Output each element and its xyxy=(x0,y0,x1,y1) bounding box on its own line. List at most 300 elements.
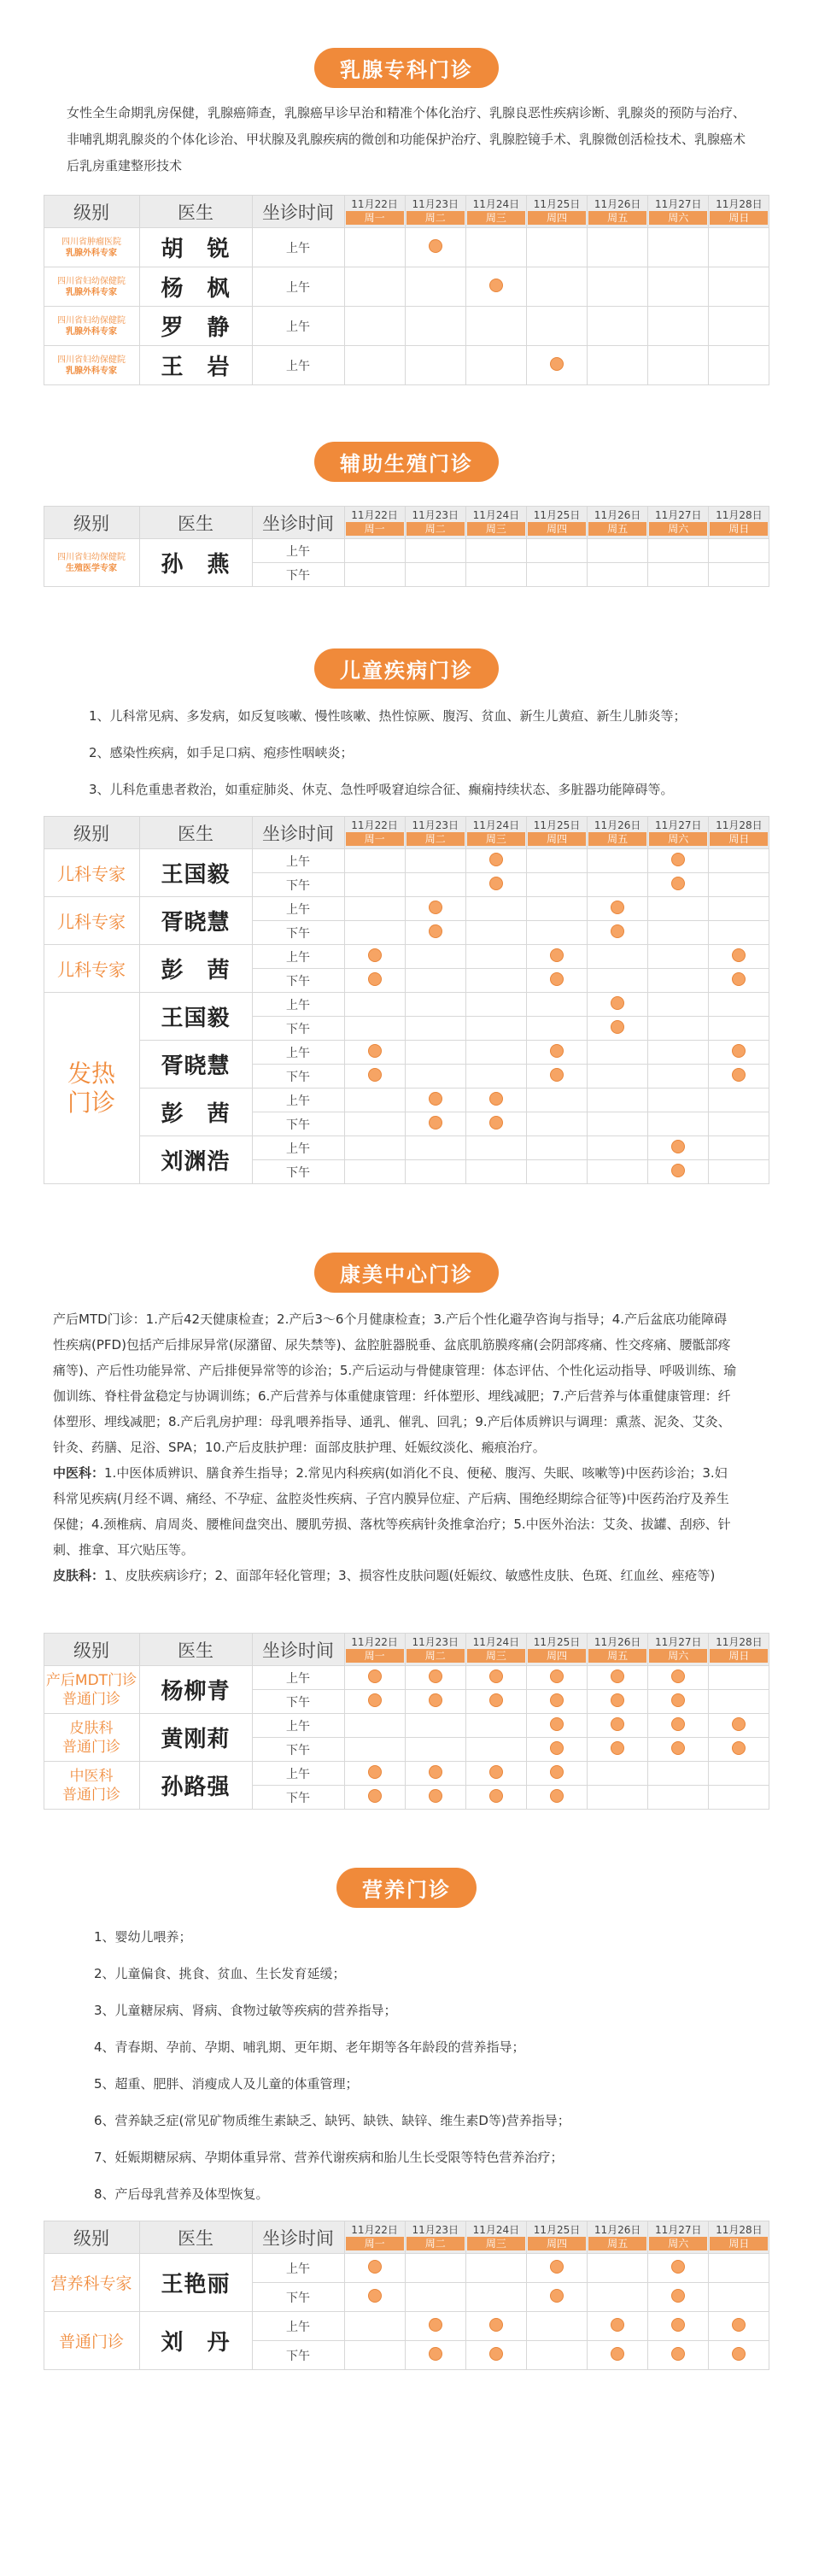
date-header xyxy=(344,2221,405,2254)
schedule-cell xyxy=(465,1041,526,1065)
time-slot: 上午 xyxy=(252,228,344,267)
level-line-1: 产后MDT门诊 xyxy=(45,1671,137,1689)
schedule-cell xyxy=(588,307,648,346)
schedule-cell xyxy=(526,1112,587,1136)
schedule-cell xyxy=(405,228,465,267)
level-line-1: 四川省妇幼保健院 xyxy=(57,552,126,562)
schedule-cell xyxy=(344,1136,405,1160)
available-dot xyxy=(489,877,503,890)
date-header xyxy=(344,507,405,539)
available-dot xyxy=(489,279,503,292)
weekday-label: 周六 xyxy=(649,522,707,536)
schedule-cell xyxy=(526,1041,587,1065)
time-slot: 下午 xyxy=(252,563,344,587)
weekday-label: 周日 xyxy=(710,211,768,225)
date-header xyxy=(465,2221,526,2254)
available-dot xyxy=(368,1789,382,1803)
available-dot xyxy=(671,2347,685,2361)
schedule-cell xyxy=(526,1160,587,1184)
schedule-cell xyxy=(526,897,587,921)
schedule-cell xyxy=(465,539,526,563)
schedule-cell xyxy=(405,993,465,1017)
date-header xyxy=(588,196,648,228)
weekday-label: 周日 xyxy=(710,2237,768,2250)
schedule-cell xyxy=(648,1112,709,1136)
date-header xyxy=(648,2221,709,2254)
schedule-cell xyxy=(526,945,587,969)
child-section-title: 儿童疾病门诊 xyxy=(314,648,499,689)
schedule-cell xyxy=(588,1136,648,1160)
schedule-cell xyxy=(648,1714,709,1738)
schedule-cell xyxy=(344,228,405,267)
schedule-cell xyxy=(588,539,648,563)
schedule-cell xyxy=(344,945,405,969)
table-row xyxy=(44,849,769,873)
date-label: 11月28日 xyxy=(716,2224,763,2236)
schedule-cell xyxy=(526,2312,587,2341)
available-dot xyxy=(611,1669,624,1683)
schedule-cell xyxy=(344,993,405,1017)
doctor-header: 医生 xyxy=(139,1634,252,1666)
available-dot xyxy=(368,1765,382,1779)
child-description xyxy=(0,706,813,800)
level-cell: 营养科专家 xyxy=(44,2254,139,2312)
schedule-cell xyxy=(648,228,709,267)
nutrition-item: 3、儿童糖尿病、肾病、食物过敏等疾病的营养指导； xyxy=(94,2003,397,2018)
available-dot xyxy=(550,2260,564,2274)
schedule-cell xyxy=(405,897,465,921)
schedule-cell xyxy=(405,969,465,993)
schedule-cell xyxy=(526,873,587,897)
time-slot: 下午 xyxy=(252,1017,344,1041)
kangmei-description xyxy=(0,1306,813,1588)
schedule-cell xyxy=(344,2312,405,2341)
doctor-name: 胡 锐 xyxy=(139,228,252,267)
available-dot xyxy=(368,1068,382,1082)
date-header xyxy=(709,1634,769,1666)
schedule-cell xyxy=(648,267,709,307)
schedule-cell xyxy=(405,1112,465,1136)
available-dot xyxy=(429,1092,442,1106)
schedule-cell xyxy=(588,873,648,897)
schedule-cell xyxy=(648,2341,709,2370)
schedule-cell xyxy=(648,563,709,587)
available-dot xyxy=(550,1789,564,1803)
weekday-label: 周一 xyxy=(346,2237,404,2250)
schedule-cell xyxy=(344,1690,405,1714)
schedule-cell xyxy=(465,849,526,873)
available-dot xyxy=(671,1693,685,1707)
schedule-cell xyxy=(405,873,465,897)
schedule-cell xyxy=(405,1136,465,1160)
table-row xyxy=(44,2254,769,2283)
date-label: 11月28日 xyxy=(716,819,763,831)
time-slot: 下午 xyxy=(252,1786,344,1810)
available-dot xyxy=(489,1789,503,1803)
schedule-cell xyxy=(709,2254,769,2283)
schedule-cell xyxy=(344,1738,405,1762)
repro-schedule-table xyxy=(44,506,770,587)
weekday-label: 周六 xyxy=(649,832,707,846)
weekday-label: 周三 xyxy=(467,2237,525,2250)
schedule-cell xyxy=(648,1666,709,1690)
available-dot xyxy=(368,972,382,986)
schedule-cell xyxy=(465,346,526,385)
schedule-cell xyxy=(465,1762,526,1786)
kangmei-derm-text: 1、皮肤疾病诊疗；2、面部年轻化管理；3、损容性皮肤问题(妊娠纹、敏感性皮肤、色斑、红血丝、痤疮等) xyxy=(104,1568,716,1583)
schedule-cell xyxy=(588,563,648,587)
schedule-cell xyxy=(588,2341,648,2370)
date-label: 11月27日 xyxy=(655,198,702,210)
available-dot xyxy=(368,948,382,962)
schedule-cell xyxy=(588,945,648,969)
date-label: 11月24日 xyxy=(472,509,520,521)
schedule-cell xyxy=(526,1017,587,1041)
schedule-cell xyxy=(465,1065,526,1088)
level-header: 级别 xyxy=(44,507,139,539)
schedule-cell xyxy=(344,267,405,307)
date-header xyxy=(648,817,709,849)
schedule-cell xyxy=(588,1041,648,1065)
schedule-cell xyxy=(709,1088,769,1112)
schedule-cell xyxy=(709,1714,769,1738)
schedule-cell xyxy=(588,1666,648,1690)
level-cell xyxy=(44,228,139,267)
breast-description xyxy=(0,100,813,179)
nutrition-item: 1、婴幼儿喂养； xyxy=(94,1929,192,1945)
level-cell xyxy=(44,267,139,307)
nutrition-item: 2、儿童偏食、挑食、贫血、生长发育延缓； xyxy=(94,1966,346,1981)
level-cell xyxy=(44,346,139,385)
level-cell xyxy=(44,1714,139,1762)
doctor-name: 彭 茜 xyxy=(139,1088,252,1136)
doctor-name: 王国毅 xyxy=(139,849,252,897)
schedule-cell xyxy=(588,267,648,307)
time-header: 坐诊时间 xyxy=(252,1634,344,1666)
table-row xyxy=(44,945,769,969)
time-slot: 下午 xyxy=(252,921,344,945)
available-dot xyxy=(489,1669,503,1683)
time-slot: 上午 xyxy=(252,945,344,969)
schedule-cell xyxy=(465,1786,526,1810)
schedule-cell xyxy=(405,1762,465,1786)
schedule-cell xyxy=(344,1065,405,1088)
breast-section-title: 乳腺专科门诊 xyxy=(314,48,499,88)
schedule-cell xyxy=(526,993,587,1017)
weekday-label: 周二 xyxy=(406,211,465,225)
schedule-cell xyxy=(648,2254,709,2283)
nutrition-item: 4、青春期、孕前、孕期、哺乳期、更年期、老年期等各年龄段的营养指导； xyxy=(94,2039,525,2055)
kangmei-derm-paragraph xyxy=(53,1563,738,1588)
weekday-label: 周一 xyxy=(346,522,404,536)
date-header xyxy=(405,817,465,849)
schedule-cell xyxy=(648,1088,709,1112)
schedule-cell xyxy=(465,2254,526,2283)
schedule-cell xyxy=(405,921,465,945)
available-dot xyxy=(732,2347,746,2361)
schedule-cell xyxy=(648,307,709,346)
weekday-label: 周五 xyxy=(588,211,646,225)
schedule-cell xyxy=(588,1065,648,1088)
kangmei-schedule-table xyxy=(44,1633,770,1810)
time-slot: 下午 xyxy=(252,1160,344,1184)
schedule-cell xyxy=(709,539,769,563)
schedule-cell xyxy=(344,897,405,921)
schedule-cell xyxy=(526,1786,587,1810)
schedule-cell xyxy=(648,921,709,945)
time-slot: 上午 xyxy=(252,897,344,921)
schedule-cell xyxy=(709,897,769,921)
level-line-1: 皮肤科 xyxy=(69,1719,114,1737)
date-header xyxy=(648,1634,709,1666)
level-header: 级别 xyxy=(44,2221,139,2254)
weekday-label: 周四 xyxy=(528,211,586,225)
level-line-2: 乳腺外科专家 xyxy=(66,248,117,258)
date-label: 11月27日 xyxy=(655,2224,702,2236)
available-dot xyxy=(732,1717,746,1731)
available-dot xyxy=(489,1116,503,1130)
schedule-cell xyxy=(526,969,587,993)
available-dot xyxy=(671,2289,685,2303)
schedule-cell xyxy=(648,897,709,921)
schedule-cell xyxy=(709,1160,769,1184)
doctor-name: 王 岩 xyxy=(139,346,252,385)
available-dot xyxy=(429,901,442,914)
table-row xyxy=(44,346,769,385)
level-line-2: 普通门诊 xyxy=(62,1786,120,1804)
schedule-cell xyxy=(405,1786,465,1810)
doctor-header: 医生 xyxy=(139,817,252,849)
time-slot: 上午 xyxy=(252,1762,344,1786)
date-label: 11月22日 xyxy=(351,509,398,521)
doctor-header: 医生 xyxy=(139,2221,252,2254)
schedule-cell xyxy=(344,563,405,587)
schedule-cell xyxy=(648,539,709,563)
available-dot xyxy=(489,1693,503,1707)
date-label: 11月28日 xyxy=(716,198,763,210)
weekday-label: 周五 xyxy=(588,1649,646,1663)
weekday-label: 周一 xyxy=(346,211,404,225)
doctor-name: 王艳丽 xyxy=(139,2254,252,2312)
available-dot xyxy=(671,1164,685,1177)
schedule-cell xyxy=(465,897,526,921)
kangmei-tcm-paragraph xyxy=(53,1460,738,1563)
level-line-1: 四川省肿瘤医院 xyxy=(61,237,121,247)
schedule-cell xyxy=(405,539,465,563)
schedule-cell xyxy=(344,2254,405,2283)
schedule-cell xyxy=(709,1112,769,1136)
schedule-cell xyxy=(344,873,405,897)
schedule-cell xyxy=(465,969,526,993)
schedule-cell xyxy=(648,1762,709,1786)
available-dot xyxy=(550,1765,564,1779)
schedule-cell xyxy=(405,1666,465,1690)
date-header xyxy=(344,1634,405,1666)
available-dot xyxy=(611,1741,624,1755)
time-slot: 上午 xyxy=(252,307,344,346)
date-header xyxy=(526,507,587,539)
schedule-cell xyxy=(709,945,769,969)
schedule-cell xyxy=(709,1690,769,1714)
time-slot: 上午 xyxy=(252,539,344,563)
schedule-cell xyxy=(709,346,769,385)
schedule-cell xyxy=(709,1065,769,1088)
schedule-cell xyxy=(709,1017,769,1041)
available-dot xyxy=(429,924,442,938)
schedule-cell xyxy=(344,1786,405,1810)
date-label: 11月28日 xyxy=(716,1636,763,1648)
available-dot xyxy=(671,853,685,866)
schedule-cell xyxy=(526,1666,587,1690)
available-dot xyxy=(671,1717,685,1731)
weekday-label: 周二 xyxy=(406,522,465,536)
date-label: 11月25日 xyxy=(533,198,581,210)
schedule-cell xyxy=(709,993,769,1017)
schedule-cell xyxy=(465,1738,526,1762)
schedule-cell xyxy=(648,1786,709,1810)
schedule-cell xyxy=(709,1762,769,1786)
time-slot: 上午 xyxy=(252,1088,344,1112)
doctor-header: 医生 xyxy=(139,507,252,539)
date-label: 11月27日 xyxy=(655,1636,702,1648)
available-dot xyxy=(489,2347,503,2361)
schedule-cell xyxy=(405,1017,465,1041)
weekday-label: 周五 xyxy=(588,832,646,846)
schedule-cell xyxy=(588,1690,648,1714)
schedule-cell xyxy=(465,1136,526,1160)
child-schedule-table xyxy=(44,816,770,1184)
schedule-cell xyxy=(648,1136,709,1160)
schedule-cell xyxy=(526,346,587,385)
schedule-cell xyxy=(648,1041,709,1065)
weekday-label: 周五 xyxy=(588,522,646,536)
schedule-cell xyxy=(709,1666,769,1690)
doctor-name: 罗 静 xyxy=(139,307,252,346)
doctor-name: 黄刚莉 xyxy=(139,1714,252,1762)
available-dot xyxy=(550,1044,564,1058)
available-dot xyxy=(611,2347,624,2361)
schedule-cell xyxy=(526,921,587,945)
breast-schedule-table xyxy=(44,195,770,385)
doctor-name: 胥晓慧 xyxy=(139,897,252,945)
available-dot xyxy=(550,1068,564,1082)
doctor-name: 胥晓慧 xyxy=(139,1041,252,1088)
nutrition-schedule-table xyxy=(44,2221,770,2370)
table-row xyxy=(44,1041,769,1065)
level-cell: 儿科专家 xyxy=(44,945,139,993)
date-header xyxy=(526,817,587,849)
schedule-cell xyxy=(344,1017,405,1041)
schedule-cell xyxy=(405,1714,465,1738)
schedule-cell xyxy=(526,1738,587,1762)
available-dot xyxy=(489,1765,503,1779)
schedule-cell xyxy=(648,969,709,993)
schedule-cell xyxy=(465,563,526,587)
time-slot: 下午 xyxy=(252,1738,344,1762)
schedule-cell xyxy=(405,267,465,307)
schedule-cell xyxy=(526,849,587,873)
table-row xyxy=(44,897,769,921)
date-label: 11月24日 xyxy=(472,819,520,831)
schedule-cell xyxy=(526,563,587,587)
date-label: 11月25日 xyxy=(533,819,581,831)
date-header xyxy=(526,196,587,228)
available-dot xyxy=(429,1765,442,1779)
kangmei-mdt-text: 产后MTD门诊：1.产后42天健康检查；2.产后3～6个月健康检查；3.产后个性化避孕咨询与指导；4.产后盆底功能障碍性疾病(PFD)包括产后排尿异常(尿潴留、尿失禁等)、盆腔脏器脱垂、盆底肌筋膜疼痛(会阴部疼痛、性交疼痛、腰骶部疼痛等)、产后性功能异常、产后排便异常等的诊治；5.产后运动与骨健康管理：体态评估、个性化运动指导、呼吸训练、瑜伽训练、脊柱骨盆稳定与协调训练；6.产后营养与体重健康管理：纤体塑形、埋线减肥；7.产后营养与体重健康管理：纤体塑形、埋线减肥；8.产后乳房护理：母乳喂养指导、通乳、催乳、回乳；9.产后体质辨识与调理：熏蒸、泥灸、艾灸、针灸、药膳、足浴、SPA；10.产后皮肤护理：面部皮肤护理、妊娠纹淡化、瘢痕治疗。 xyxy=(53,1311,737,1455)
schedule-cell xyxy=(405,307,465,346)
schedule-cell xyxy=(588,1762,648,1786)
available-dot xyxy=(489,2318,503,2332)
available-dot xyxy=(611,2318,624,2332)
schedule-cell xyxy=(344,2283,405,2312)
available-dot xyxy=(550,1693,564,1707)
available-dot xyxy=(550,1669,564,1683)
available-dot xyxy=(429,1693,442,1707)
weekday-label: 周三 xyxy=(467,1649,525,1663)
date-header xyxy=(465,196,526,228)
nutrition-description xyxy=(0,1927,813,2204)
table-row xyxy=(44,1666,769,1690)
date-label: 11月23日 xyxy=(412,1636,459,1648)
schedule-cell xyxy=(526,1088,587,1112)
available-dot xyxy=(611,1693,624,1707)
weekday-label: 周三 xyxy=(467,832,525,846)
date-label: 11月22日 xyxy=(351,1636,398,1648)
child-item: 1、儿科常见病、多发病，如反复咳嗽、慢性咳嗽、热性惊厥、腹泻、贫血、新生儿黄疸、新生儿肺炎等； xyxy=(89,708,687,724)
level-line-1: 中医科 xyxy=(69,1767,114,1785)
level-line-2: 普通门诊 xyxy=(62,1690,120,1708)
schedule-cell xyxy=(588,346,648,385)
schedule-cell xyxy=(344,849,405,873)
available-dot xyxy=(368,1693,382,1707)
date-header xyxy=(526,1634,587,1666)
available-dot xyxy=(732,1044,746,1058)
time-header: 坐诊时间 xyxy=(252,196,344,228)
level-header: 级别 xyxy=(44,196,139,228)
level-line-1: 四川省妇幼保健院 xyxy=(57,355,126,365)
schedule-cell xyxy=(526,2283,587,2312)
weekday-label: 周日 xyxy=(710,522,768,536)
level-line-2: 乳腺外科专家 xyxy=(66,366,117,376)
weekday-label: 周一 xyxy=(346,832,404,846)
table-row xyxy=(44,267,769,307)
schedule-cell xyxy=(588,1738,648,1762)
available-dot xyxy=(611,996,624,1010)
schedule-cell xyxy=(648,1738,709,1762)
available-dot xyxy=(671,2260,685,2274)
table-row xyxy=(44,993,769,1017)
available-dot xyxy=(368,1669,382,1683)
available-dot xyxy=(550,2289,564,2303)
available-dot xyxy=(611,924,624,938)
time-header: 坐诊时间 xyxy=(252,507,344,539)
time-slot: 上午 xyxy=(252,2312,344,2341)
schedule-cell xyxy=(405,1088,465,1112)
schedule-cell xyxy=(709,1786,769,1810)
schedule-cell xyxy=(465,993,526,1017)
schedule-cell xyxy=(465,2283,526,2312)
schedule-cell xyxy=(588,1088,648,1112)
date-header xyxy=(465,1634,526,1666)
time-slot: 下午 xyxy=(252,1690,344,1714)
time-slot: 上午 xyxy=(252,1666,344,1690)
schedule-cell xyxy=(465,1088,526,1112)
schedule-cell xyxy=(465,2341,526,2370)
schedule-cell xyxy=(709,563,769,587)
schedule-cell xyxy=(648,2283,709,2312)
schedule-cell xyxy=(648,873,709,897)
schedule-cell xyxy=(405,1065,465,1088)
